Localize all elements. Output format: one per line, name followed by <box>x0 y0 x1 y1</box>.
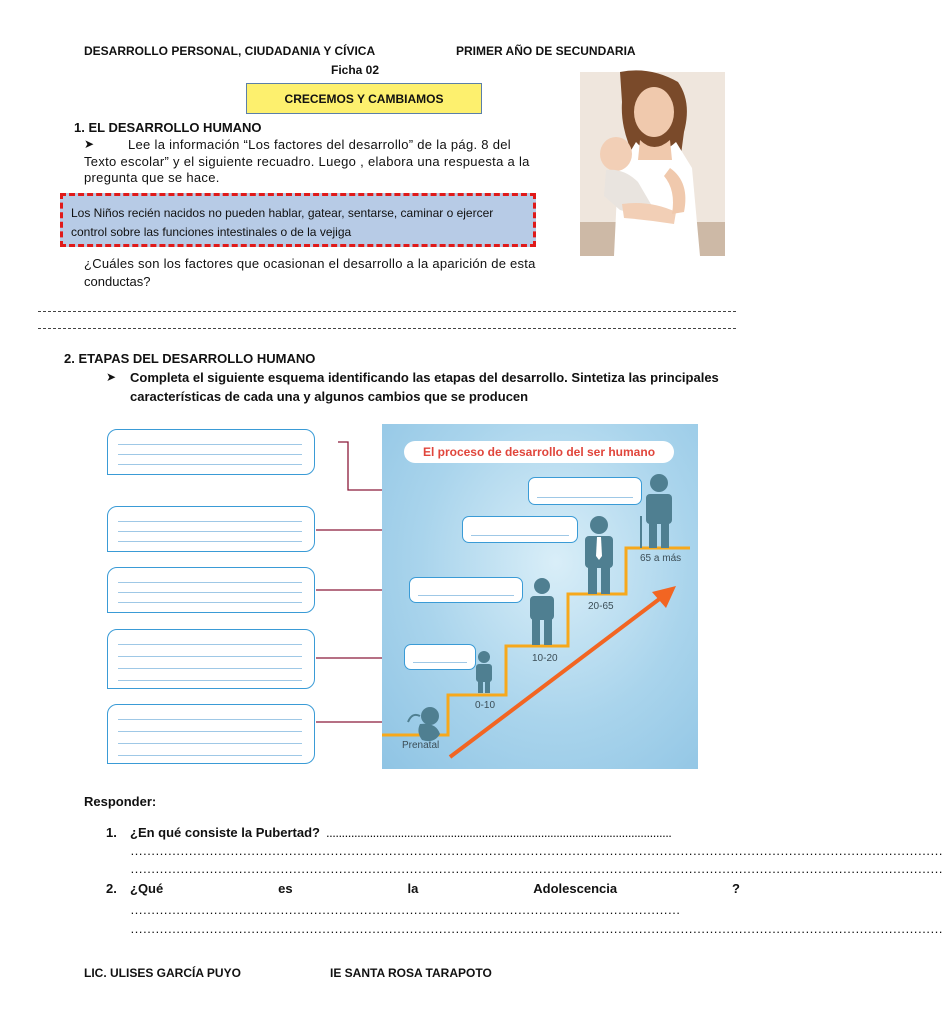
diagram-answer-pill-2[interactable] <box>404 644 476 670</box>
question-1-text: ¿En qué consiste la Pubertad? <box>130 825 320 840</box>
diagram-answer-pill-4[interactable] <box>462 516 578 543</box>
stage-label-20-65: 20-65 <box>588 601 614 612</box>
elderly-icon <box>641 474 672 548</box>
diagram-answer-pill-5[interactable] <box>528 477 642 505</box>
quote-line-2: control sobre las funciones intestinales o de la vejiga <box>71 225 352 239</box>
question-2-text: ¿Qué es la Adolescencia ? <box>130 881 740 896</box>
stage-answer-box-3[interactable] <box>107 567 315 613</box>
answer-dots-1c[interactable]: …………………………………………………………………………………………………………………………………………………………………………… <box>130 861 943 876</box>
section1-instruction-2: Texto escolar” y el siguiente recuadro. Luego , elabora una respuesta a la <box>84 154 530 169</box>
stage-label-10-20: 10-20 <box>532 653 558 664</box>
grade-level: PRIMER AÑO DE SECUNDARIA <box>456 44 636 58</box>
stage-answer-box-5[interactable] <box>107 704 315 764</box>
footer-teacher: LIC. ULISES GARCÍA PUYO <box>84 966 241 980</box>
stage-label-65-plus: 65 a más <box>640 553 682 564</box>
question-2-number: 2. <box>106 881 117 896</box>
stage-answer-box-4[interactable] <box>107 629 315 689</box>
stage-answer-box-1[interactable] <box>107 429 315 475</box>
section1-instruction-3: pregunta que se hace. <box>84 170 220 185</box>
answer-dots-1a[interactable]: ............................................................................................................... <box>326 825 672 840</box>
section2-instruction-1: Completa el siguiente esquema identificando las etapas del desarrollo. Sintetiza las principales <box>130 370 719 385</box>
answer-line-2[interactable] <box>38 328 736 329</box>
responder-label: Responder: <box>84 794 157 809</box>
diagram-answer-pill-3[interactable] <box>409 577 523 603</box>
answer-line-1[interactable] <box>38 311 736 312</box>
development-process-diagram <box>382 424 698 769</box>
answer-dots-2b[interactable]: …………………………………………………………………………………………………………………………………………………………………………… <box>130 921 943 936</box>
section1-question-2: conductas? <box>84 274 151 289</box>
stage-answer-box-2[interactable] <box>107 506 315 552</box>
bullet-arrow-icon: ➤ <box>84 137 95 151</box>
footer-school: IE SANTA ROSA TARAPOTO <box>330 966 492 980</box>
section1-question-1: ¿Cuáles son los factores que ocasionan el desarrollo a la aparición de esta <box>84 256 536 271</box>
teen-icon <box>530 578 554 645</box>
answer-dots-1b[interactable]: …………………………………………………………………………………………………………………………………………………………………………… <box>130 843 943 858</box>
stage-label-prenatal: Prenatal <box>402 740 440 751</box>
diagram-title: El proceso de desarrollo del ser humano <box>404 441 674 463</box>
child-icon <box>476 651 492 693</box>
section1-heading: 1. EL DESARROLLO HUMANO <box>74 120 262 135</box>
quote-line-1: Los Niños recién nacidos no pueden hablar, gatear, sentarse, caminar o ejercer <box>71 206 494 220</box>
worksheet-title: CRECEMOS Y CAMBIAMOS <box>246 83 482 114</box>
mother-baby-photo <box>580 72 725 256</box>
section2-instruction-2: características de cada una y algunos cambios que se producen <box>130 389 529 404</box>
section1-instruction-1: Lee la información “Los factores del desarrollo” de la pág. 8 del <box>128 137 511 152</box>
adult-icon <box>585 516 613 594</box>
quote-box <box>60 193 536 247</box>
section2-heading: 2. ETAPAS DEL DESARROLLO HUMANO <box>64 351 316 366</box>
answer-dots-2a[interactable]: …………………………………………………………………………………………………………………… <box>130 902 680 917</box>
bullet-arrow-icon: ➤ <box>106 370 117 384</box>
course-name: DESARROLLO PERSONAL, CIUDADANIA Y CÍVICA <box>84 44 376 58</box>
stage-label-0-10: 0-10 <box>475 700 496 711</box>
ficha-number: Ficha 02 <box>331 63 380 77</box>
question-1-number: 1. <box>106 825 117 840</box>
